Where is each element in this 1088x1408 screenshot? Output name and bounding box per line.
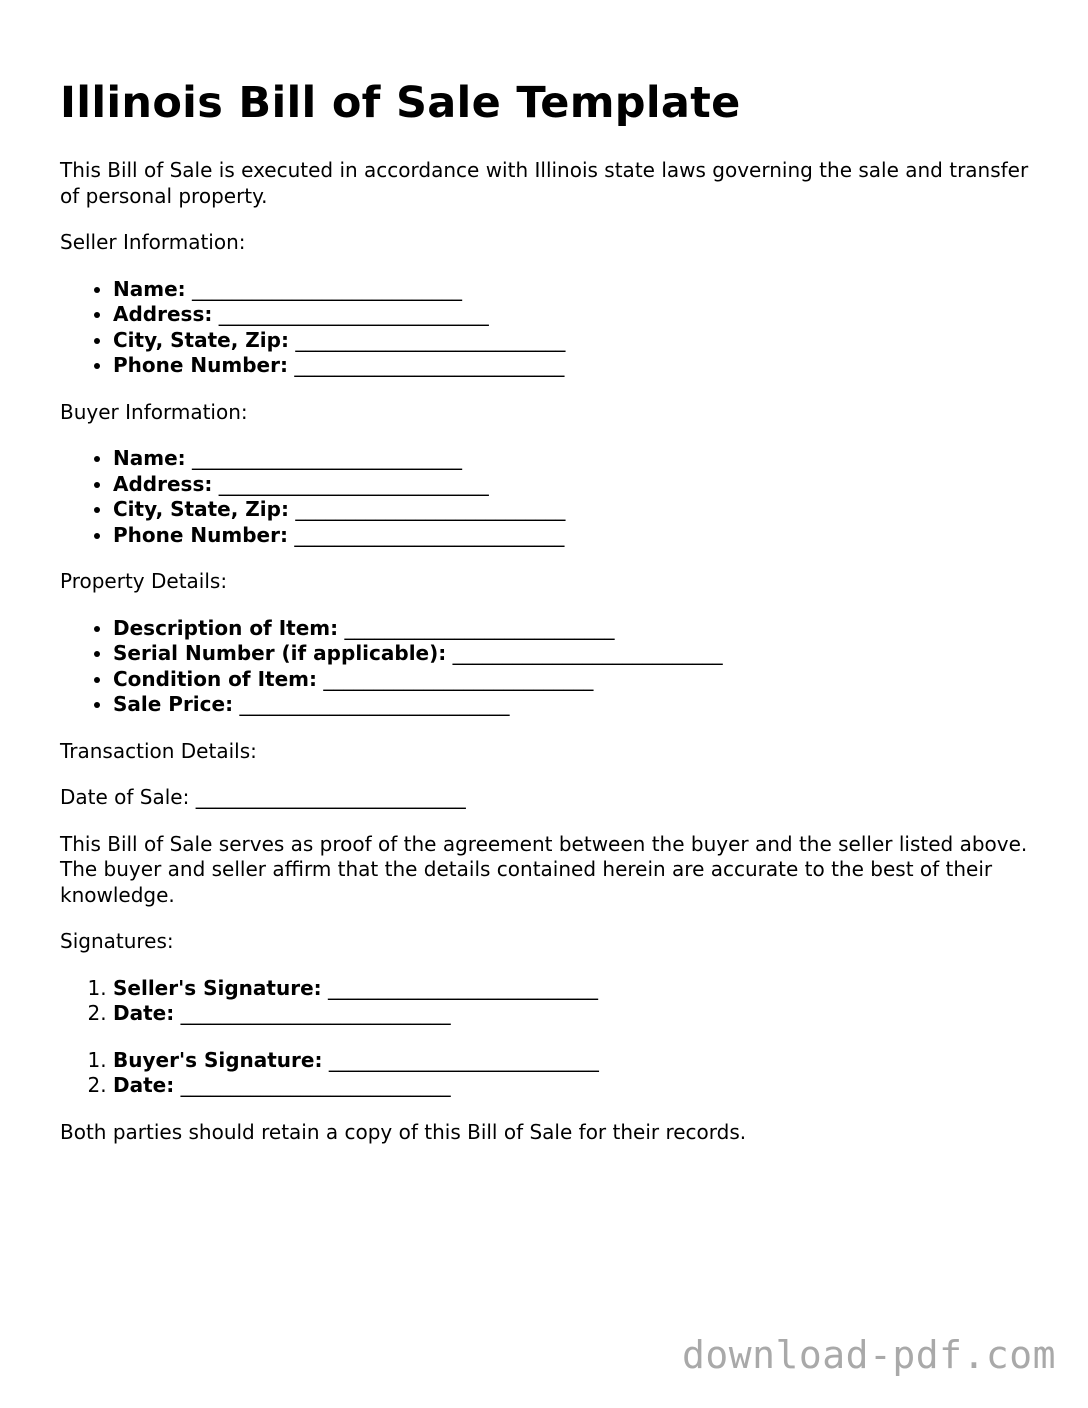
property-description-blank[interactable]: ___________________________ (344, 615, 615, 640)
seller-phone-label: Phone Number: (113, 353, 288, 377)
buyer-phone-blank[interactable]: ___________________________ (294, 522, 565, 547)
property-condition-item (113, 667, 1040, 693)
buyer-city-blank[interactable]: ___________________________ (295, 497, 566, 521)
seller-date-item (113, 1001, 1040, 1027)
signatures-heading: Signatures: (60, 929, 174, 953)
seller-address-blank[interactable]: ___________________________ (218, 302, 489, 326)
buyer-name-label: Name: (113, 446, 186, 470)
seller-list (60, 277, 1040, 379)
buyer-date-label: Date: (113, 1073, 175, 1097)
property-condition-blank[interactable]: ___________________________ (323, 666, 594, 691)
buyer-address-label: Address: (113, 471, 213, 496)
intro-paragraph: This Bill of Sale is executed in accordance with Illinois state laws governing the sale and transfer of personal property. (60, 158, 1029, 208)
transaction-heading: Transaction Details: (60, 738, 257, 763)
property-price-label: Sale Price: (113, 692, 234, 716)
watermark-text: download-pdf.com (681, 1333, 1056, 1377)
seller-signature-label: Seller's Signature: (113, 975, 322, 1000)
buyer-city-label: City, State, Zip: (113, 497, 289, 521)
property-description-item (113, 616, 1040, 642)
property-heading: Property Details: (60, 569, 228, 593)
property-serial-label: Serial Number (if applicable): (113, 641, 447, 665)
buyer-heading: Buyer Information: (60, 399, 248, 424)
property-description-label: Description of Item: (113, 615, 339, 640)
seller-name-blank[interactable]: ___________________________ (192, 276, 462, 301)
property-serial-blank[interactable]: ___________________________ (452, 641, 723, 665)
buyer-date-item (113, 1073, 1040, 1099)
buyer-list (60, 446, 1040, 548)
page-title: Illinois Bill of Sale Template (60, 78, 741, 128)
property-list (60, 616, 1040, 718)
document-page (60, 74, 1040, 1166)
seller-address-item (113, 302, 1040, 328)
buyer-name-blank[interactable]: ___________________________ (192, 446, 462, 470)
buyer-date-blank[interactable]: ___________________________ (180, 1073, 451, 1097)
seller-heading: Seller Information: (60, 230, 246, 254)
seller-date-label: Date: (113, 1001, 175, 1025)
buyer-signature-list (60, 1048, 1040, 1099)
date-of-sale-blank[interactable]: ___________________________ (195, 785, 466, 809)
seller-date-blank[interactable]: ___________________________ (180, 1001, 451, 1025)
buyer-phone-label: Phone Number: (113, 522, 288, 547)
property-serial-item (113, 641, 1040, 667)
buyer-name-item (113, 446, 1040, 472)
property-condition-label: Condition of Item: (113, 666, 317, 691)
buyer-signature-label: Buyer's Signature: (113, 1047, 323, 1072)
seller-signature-list (60, 976, 1040, 1027)
seller-city-label: City, State, Zip: (113, 327, 289, 352)
date-of-sale-label: Date of Sale: (60, 785, 190, 809)
seller-address-label: Address: (113, 302, 213, 326)
seller-signature-blank[interactable]: ___________________________ (328, 975, 598, 1000)
seller-city-blank[interactable]: ___________________________ (295, 327, 566, 352)
seller-name-item (113, 277, 1040, 303)
property-price-blank[interactable]: ___________________________ (239, 692, 510, 716)
seller-city-item (113, 328, 1040, 354)
buyer-city-item (113, 497, 1040, 523)
buyer-signature-item (113, 1048, 1040, 1074)
agreement-paragraph: This Bill of Sale serves as proof of the agreement between the buyer and the seller listed above. The buyer and seller affirm that the details contained herein are accurate to the best of their knowledge. (60, 831, 1028, 907)
buyer-signature-blank[interactable]: ___________________________ (328, 1047, 599, 1072)
seller-signature-item (113, 976, 1040, 1002)
seller-phone-item (113, 353, 1040, 379)
buyer-phone-item (113, 523, 1040, 549)
seller-phone-blank[interactable]: ___________________________ (294, 353, 565, 377)
property-price-item (113, 692, 1040, 718)
buyer-address-item (113, 472, 1040, 498)
seller-name-label: Name: (113, 276, 186, 301)
closing-paragraph: Both parties should retain a copy of this Bill of Sale for their records. (60, 1119, 747, 1144)
date-of-sale-line (60, 785, 1040, 811)
buyer-address-blank[interactable]: ___________________________ (218, 471, 489, 496)
